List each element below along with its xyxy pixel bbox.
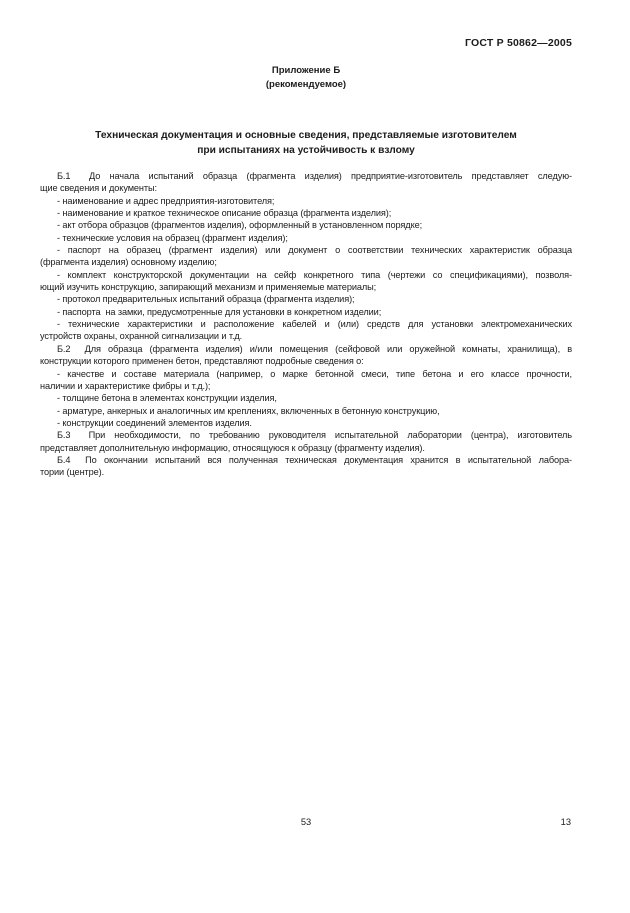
text-line: Б.1 До начала испытаний образца (фрагмента изделия) предприятие-изготовитель представляет следую- — [57, 171, 572, 181]
text-line: - конструкции соединений элементов изделия. — [57, 417, 252, 428]
text-line: Б.3 При необходимости, по требованию руководителя испытательной лаборатории (центра), изготовитель — [57, 430, 572, 441]
document-code: ГОСТ Р 50862—2005 — [464, 37, 572, 49]
text-line: - акт отбора образцов (фрагментов изделия), оформленный в установленном порядке; — [57, 220, 423, 231]
text-line: наличии и характеристике фибры и т.д.); — [40, 380, 211, 391]
appendix-type-label: (рекомендуемое) — [265, 78, 347, 90]
document-title-line-1: Техническая документация и основные сведения, представляемые изготовителем — [95, 130, 517, 141]
text-line: Б.4 По окончании испытаний вся полученная техническая документация хранится в испытательной лабора- — [57, 454, 572, 465]
text-line: - толщине бетона в элементах конструкции изделия, — [57, 393, 277, 404]
text-line: - паспорт на образец (фрагмент изделия) или документ о соответствии технических характеристик образца — [57, 245, 572, 256]
text-line: щие сведения и документы: — [40, 183, 157, 194]
text-line: - паспорта на замки, предусмотренные для установки в конкретном изделии; — [57, 306, 382, 317]
text-line: Б.2 Для образца (фрагмента изделия) и/или помещения (сейфовой или оружейной комнаты, хранилища), в — [57, 343, 572, 354]
text-line: - технические условия на образец (фрагмент изделия); — [57, 232, 288, 243]
page-number-center: 53 — [300, 817, 312, 827]
text-line: - технические характеристики и расположение кабелей и (или) средств для установки электромеханических — [57, 319, 572, 330]
text-line: ющий изучить конструкцию, запирающий механизм и применяемые материалы; — [40, 282, 377, 293]
document-title — [40, 129, 572, 158]
text-line: - наименование и краткое техническое описание образца (фрагмента изделия); — [57, 208, 392, 219]
text-line: представляет дополнительную информацию, относящуюся к образцу (фрагменту изделия). — [40, 442, 425, 453]
document-body-text — [40, 170, 572, 479]
text-line: устройств охраны, охранной сигнализации и т.д. — [40, 331, 243, 342]
appendix-label: Приложение Б — [271, 65, 341, 76]
text-line: тории (центре). — [40, 467, 105, 478]
text-line: - протокол предварительных испытаний образца (фрагмента изделия); — [57, 294, 355, 305]
text-line: - наименование и адрес предприятия-изготовителя; — [57, 195, 275, 206]
page-number-right: 13 — [560, 817, 571, 827]
text-line: - комплект конструкторской документации на сейф конкретного типа (чертежи со спецификациями), позволя- — [57, 269, 572, 280]
document-title-line-2: при испытаниях на устойчивость к взлому — [197, 144, 415, 156]
text-line: - арматуре, анкерных и аналогичных им креплениях, включенных в бетонную конструкцию, — [57, 405, 440, 416]
text-line: конструкции которого применен бетон, представляют подробные сведения о: — [40, 356, 364, 367]
text-line: (фрагмента изделия) основному изделию; — [40, 257, 217, 268]
text-line: - качестве и составе материала (например, о марке бетонной смеси, типе бетона и его классе прочности, — [57, 368, 572, 379]
